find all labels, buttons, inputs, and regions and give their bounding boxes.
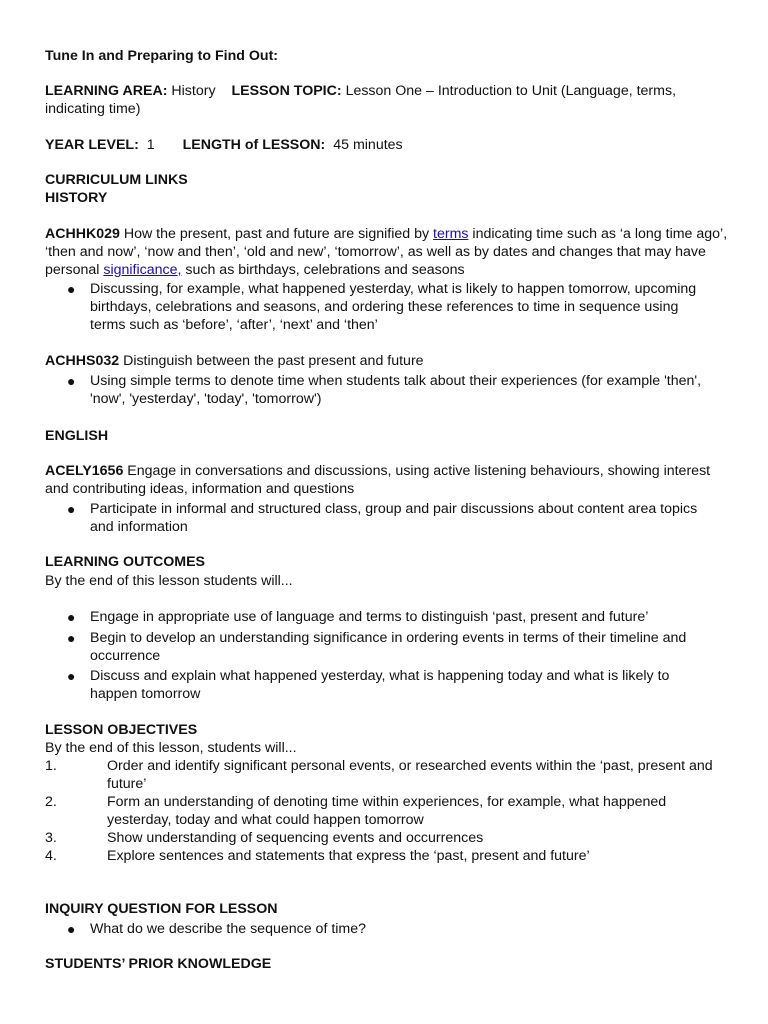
bullet-icon: ● [67, 630, 76, 646]
objective-text: Explore sentences and statements that express the ‘past, present and future’ [107, 848, 590, 864]
learning-outcomes-intro: By the end of this lesson students will... [45, 573, 293, 589]
lesson-objectives-intro: By the end of this lesson, students will... [45, 740, 297, 756]
list-item-text: Engage in appropriate use of language and terms to distinguish ‘past, present and future’ [90, 609, 649, 625]
list-item-text: Participate in informal and structured class, group and pair discussions about content area topics and information [90, 501, 698, 535]
list-item-text: Begin to develop an understanding significance in ordering events in terms of their timeline and occurrence [90, 630, 687, 664]
year-level-line [45, 136, 735, 154]
lesson-topic-label: LESSON TOPIC: [231, 83, 342, 99]
objective-number: 1. [45, 758, 57, 774]
achhk029-text: such as birthdays, celebrations and seasons [181, 262, 465, 278]
length-label: LENGTH of LESSON: [182, 137, 326, 153]
bullet-icon: ● [67, 921, 76, 937]
achhk029-text: indicating time such as ‘a long time ago’, ‘then and now’, ‘now and then’, ‘old and new’, ‘tomorrow’, as well as by dates and changes that may have personal [45, 226, 728, 278]
objective-text: Form an understanding of denoting time within experiences, for example, what happened yesterday, today and what could happen tomorrow [107, 794, 667, 828]
list-item-text: What do we describe the sequence of time? [90, 921, 367, 937]
list-item-text: Discuss and explain what happened yesterday, what is happening today and what is likely to happen tomorrow [90, 668, 670, 702]
bullet-icon: ● [67, 668, 76, 684]
bullet-icon: ● [67, 373, 76, 389]
list-item-text: Using simple terms to denote time when students talk about their experiences (for example 'then', 'now', 'yesterday', 'today', 'tomorrow') [90, 373, 702, 407]
learning-area-label: LEARNING AREA: [45, 83, 168, 99]
achhs032-text: Distinguish between the past present and future [119, 353, 424, 369]
achhk029-paragraph [45, 225, 735, 279]
objective-number: 3. [45, 830, 57, 846]
terms-link[interactable]: terms [433, 226, 469, 242]
learning-area-line [45, 82, 735, 118]
curriculum-links-heading: CURRICULUM LINKS [45, 172, 188, 188]
prior-knowledge-heading: STUDENTS’ PRIOR KNOWLEDGE [45, 956, 272, 972]
lesson-topic-value: Lesson One – Introduction to Unit (Language, terms, indicating time) [45, 83, 677, 117]
acely1656-text: Engage in conversations and discussions, using active listening behaviours, showing interest and contributing ideas, information and questions [45, 463, 711, 497]
achhk029-code: ACHHK029 [45, 226, 120, 242]
list-item-text: Discussing, for example, what happened yesterday, what is likely to happen tomorrow, upcoming birthdays, celebrations and seasons, and ordering these references to time in sequence using terms such as ‘before’, ‘after’, ‘next’ and ‘then’ [90, 281, 697, 333]
learning-area-value: History [171, 83, 216, 99]
lesson-objectives-heading: LESSON OBJECTIVES [45, 722, 198, 738]
length-value: 45 minutes [333, 137, 403, 153]
learning-outcomes-heading: LEARNING OUTCOMES [45, 554, 206, 570]
bullet-icon: ● [67, 609, 76, 625]
objective-number: 2. [45, 794, 57, 810]
bullet-icon: ● [67, 281, 76, 297]
acely1656-code: ACELY1656 [45, 463, 124, 479]
objective-text: Order and identify significant personal events, or researched events within the ‘past, present and future’ [107, 758, 713, 792]
objective-text: Show understanding of sequencing events and occurrences [107, 830, 484, 846]
acely1656-paragraph [45, 462, 735, 498]
page-heading: Tune In and Preparing to Find Out: [45, 48, 279, 64]
history-heading: HISTORY [45, 190, 108, 206]
achhs032-paragraph [45, 352, 735, 370]
year-level-value: 1 [146, 137, 155, 153]
english-heading: ENGLISH [45, 428, 109, 444]
objective-number: 4. [45, 848, 57, 864]
achhs032-code: ACHHS032 [45, 353, 120, 369]
inquiry-question-heading: INQUIRY QUESTION FOR LESSON [45, 901, 278, 917]
significance-link[interactable]: significance, [103, 262, 182, 278]
bullet-icon: ● [67, 501, 76, 517]
achhk029-text: How the present, past and future are signified by [119, 226, 434, 242]
year-level-label: YEAR LEVEL: [45, 137, 139, 153]
